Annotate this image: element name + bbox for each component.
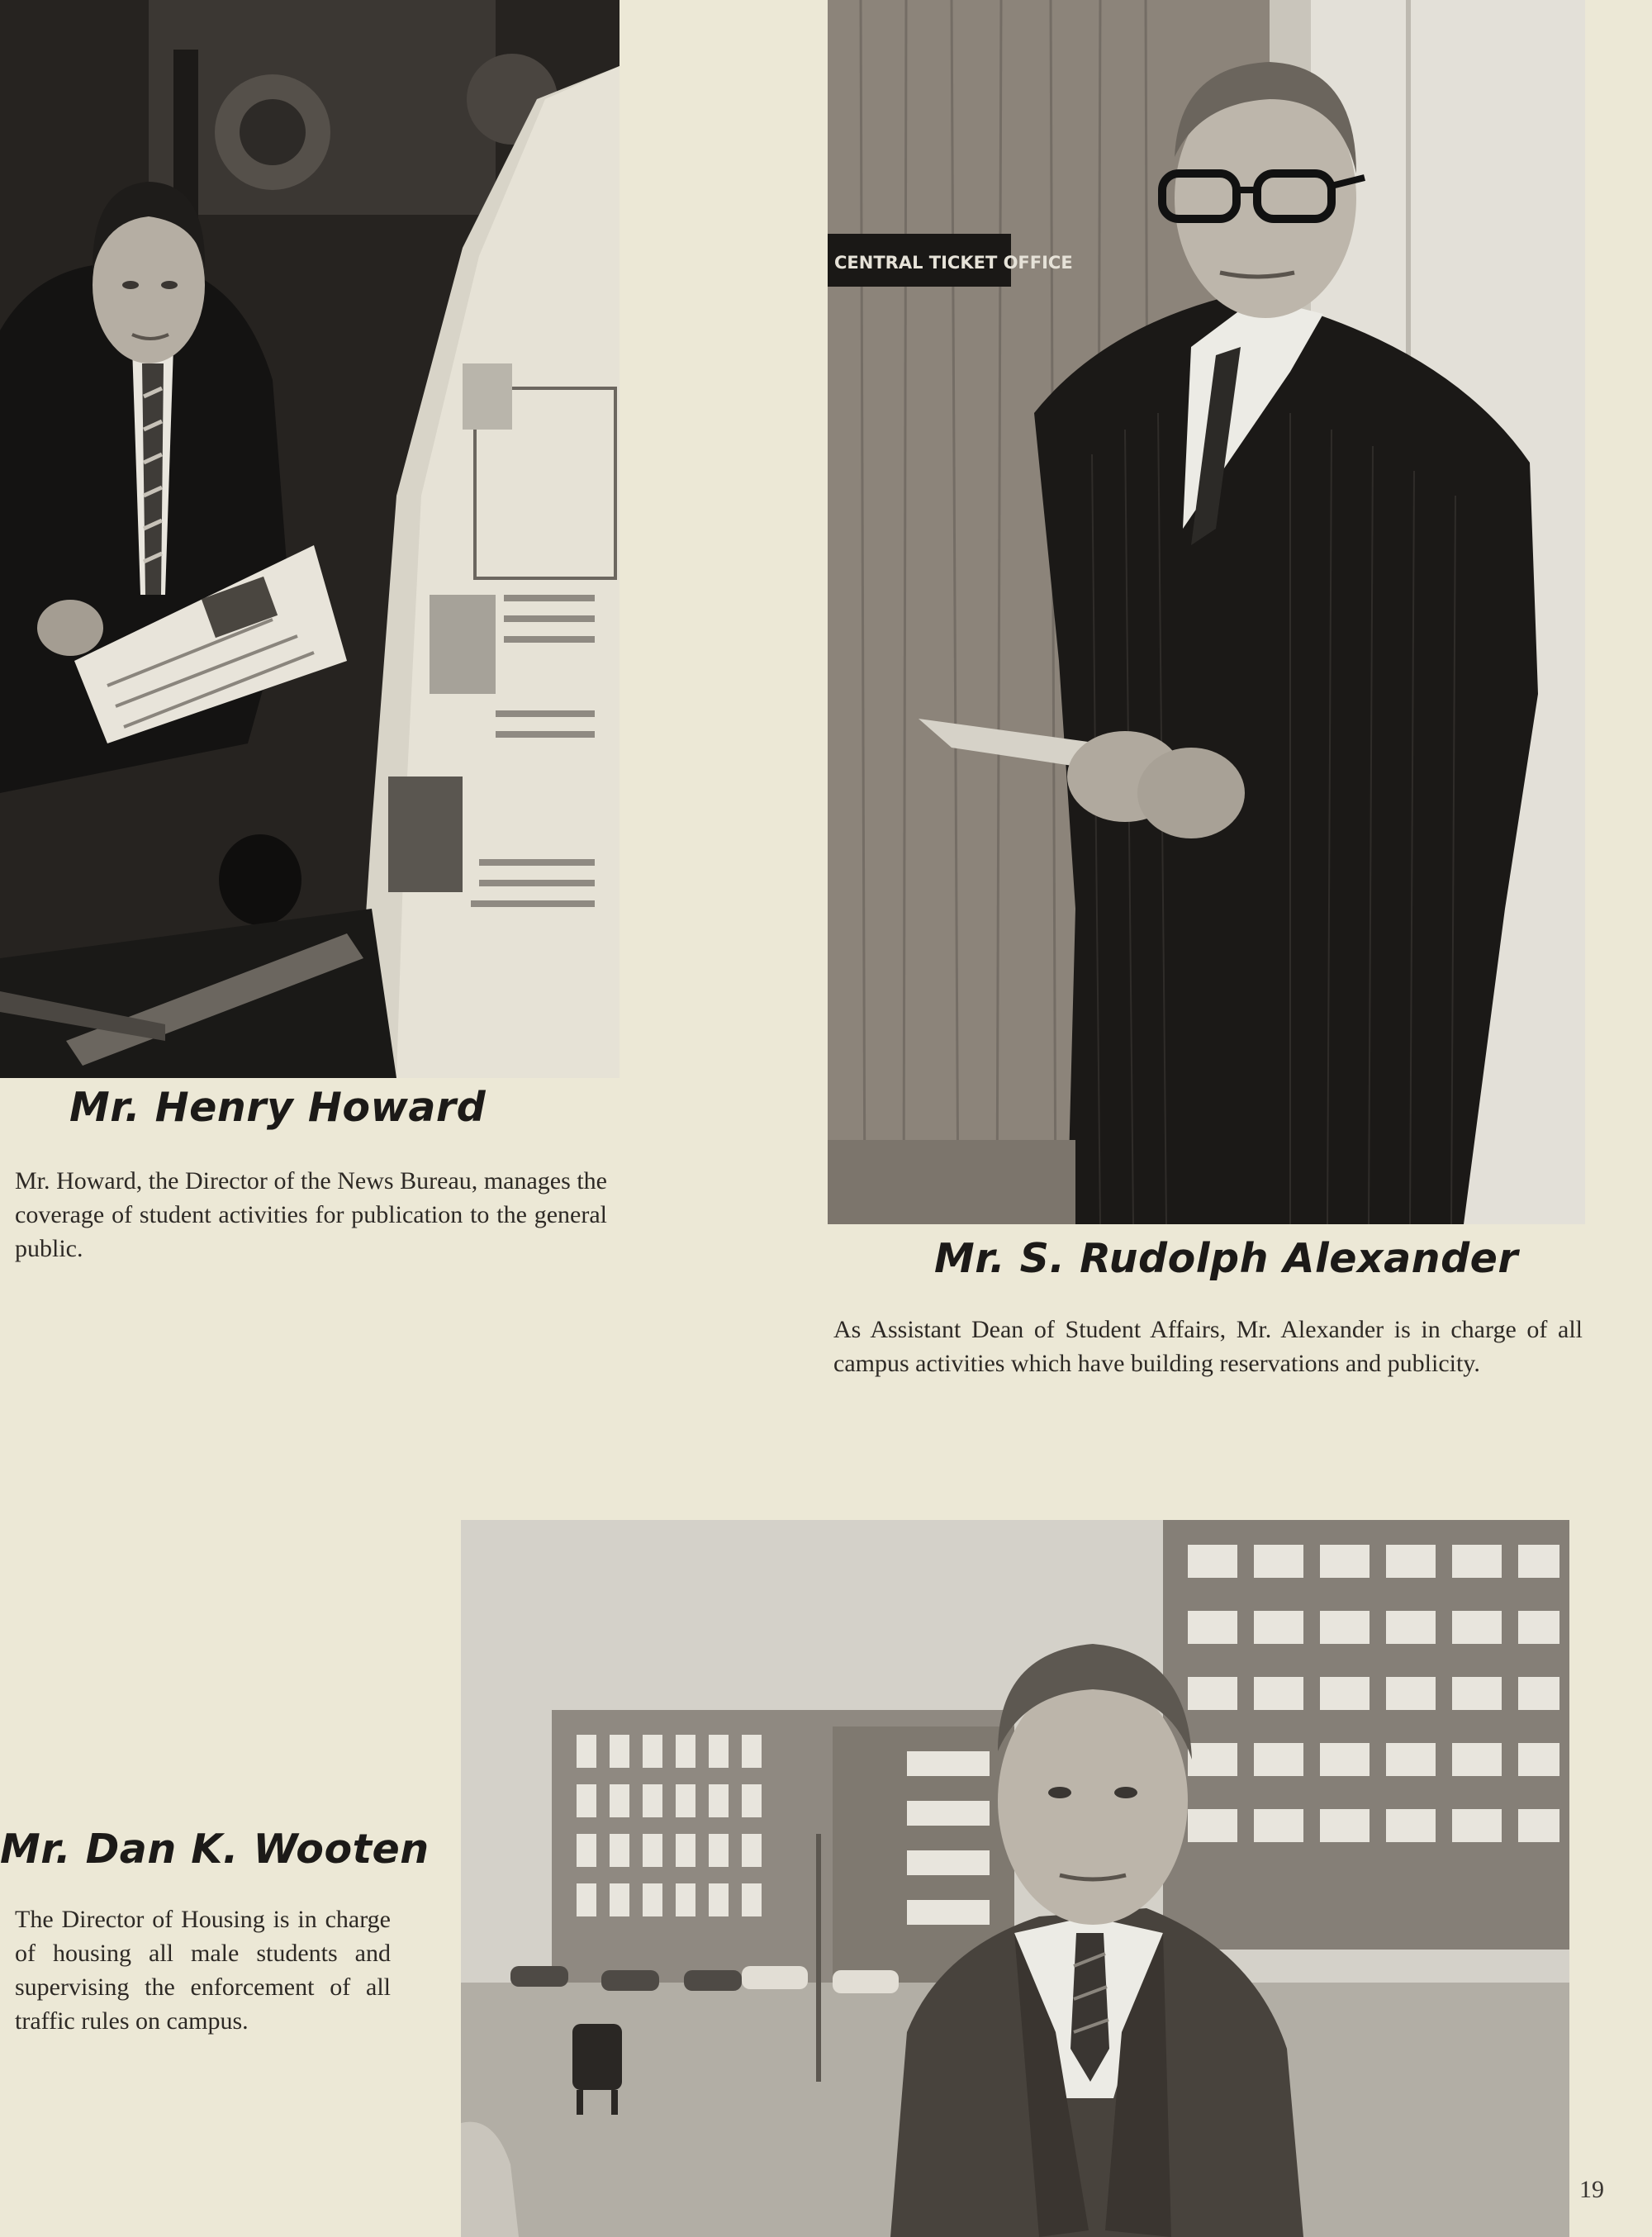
dan-wooten-photo [461, 1520, 1569, 2237]
rudolph-alexander-photo [828, 0, 1585, 1224]
dan-wooten-caption: The Director of Housing is in charge of housing all male students and supervising the enforcement of all traffic rules on campus. [15, 1906, 391, 2035]
page-number: 19 [1579, 2176, 1604, 2203]
henry-howard-photo [0, 0, 620, 1078]
rudolph-alexander-name: Mr. S. Rudolph Alexander [934, 1235, 1519, 1282]
rudolph-alexander-caption: As Assistant Dean of Student Affairs, Mr. Alexander is in charge of all campus activities which have building reservations and publicity. [833, 1316, 1583, 1377]
ticket-office-sign: CENTRAL TICKET OFFICE [834, 253, 1073, 273]
dan-wooten-name: Mr. Dan K. Wooten [0, 1826, 430, 1873]
henry-howard-caption: Mr. Howard, the Director of the News Bureau, manages the coverage of student activities for publication to the general public. [15, 1167, 607, 1262]
henry-howard-name: Mr. Henry Howard [69, 1084, 487, 1131]
